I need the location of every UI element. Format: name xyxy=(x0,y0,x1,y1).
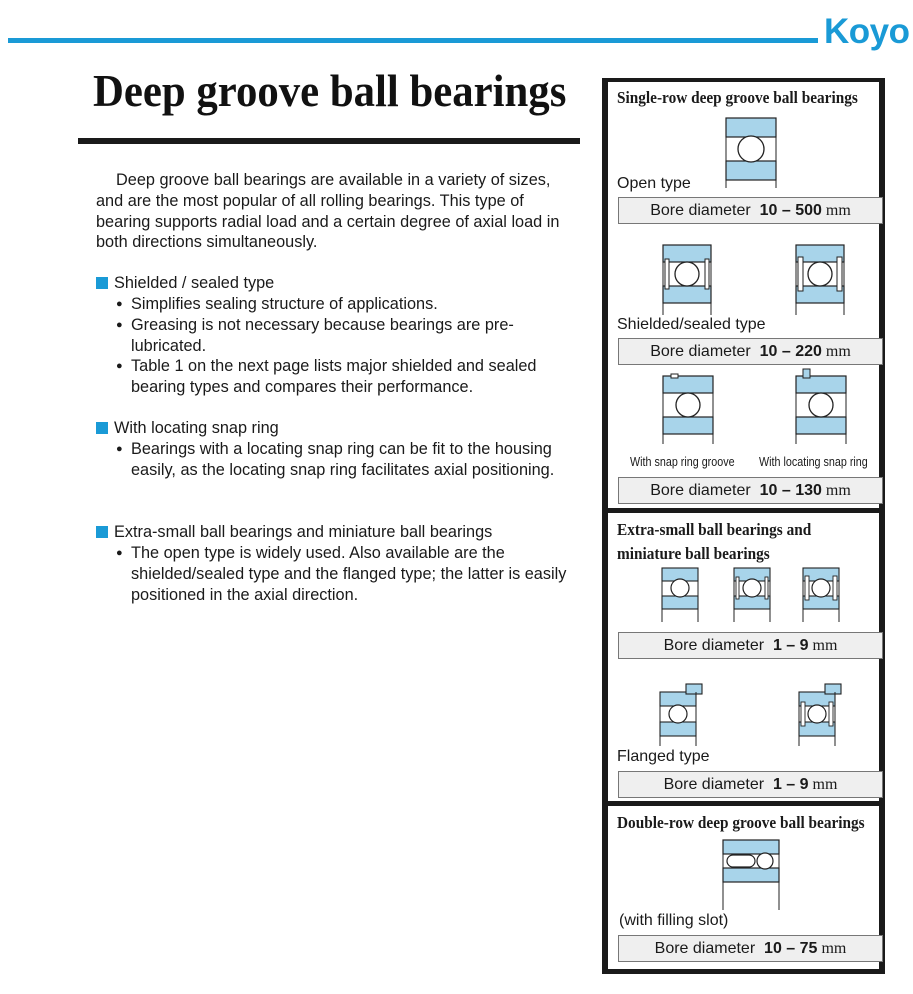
locating-snap-ring-label: With locating snap ring xyxy=(759,455,868,469)
snap-ring-groove-label: With snap ring groove xyxy=(630,455,735,469)
shielded-bearing-icon xyxy=(661,243,713,315)
flanged-open-bearing-icon xyxy=(658,682,704,746)
intro-paragraph xyxy=(96,170,566,253)
bullet-list-extra-small xyxy=(116,543,586,605)
shielded-sealed-label: Shielded/sealed type xyxy=(617,316,766,333)
open-type-bearing-icon xyxy=(724,116,778,188)
list-item: ● Greasing is not necessary because bearings are pre-lubricated. xyxy=(116,315,586,357)
bore-diameter-box: Bore diameter 1 – 9 mm xyxy=(618,771,883,798)
double-row-title: Double-row deep groove ball bearings xyxy=(617,813,865,832)
page-title: Deep groove ball bearings xyxy=(93,65,567,116)
panel-divider xyxy=(608,508,879,513)
list-item: ● Table 1 on the next page lists major shielded and sealed bearing types and compares their performance. xyxy=(116,356,586,398)
extra-small-title-line2: miniature ball bearings xyxy=(617,544,770,563)
blue-square-icon xyxy=(96,277,108,289)
bullet-list-snap-ring xyxy=(116,439,586,481)
double-row-bearing-icon xyxy=(721,838,781,910)
bore-diameter-box: Bore diameter 10 – 220 mm xyxy=(618,338,883,365)
section-heading-snap-ring: With locating snap ring xyxy=(96,418,279,439)
blue-square-icon xyxy=(96,422,108,434)
list-item: ● Bearings with a locating snap ring can be fit to the housing easily, as the locating snap ring facilitates axial positioning. xyxy=(116,439,586,481)
bore-diameter-box: Bore diameter 1 – 9 mm xyxy=(618,632,883,659)
flanged-shielded-bearing-icon xyxy=(797,682,843,746)
bore-diameter-box: Bore diameter 10 – 130 mm xyxy=(618,477,883,504)
bullet-list-shielded xyxy=(116,294,586,398)
miniature-shielded-bearing-icon xyxy=(732,566,772,622)
bore-diameter-box: Bore diameter 10 – 75 mm xyxy=(618,935,883,962)
brand-logo: Koyo xyxy=(824,12,910,51)
intro-text: Deep groove ball bearings are available in a variety of sizes, and are the most popular of all rolling bearings. This type of bearing supports radial load and a certain degree of axial load in both directions simultaneously. xyxy=(96,171,560,252)
panel-divider xyxy=(608,801,879,806)
title-underline xyxy=(78,138,580,144)
blue-square-icon xyxy=(96,526,108,538)
list-item: ● Simplifies sealing structure of applications. xyxy=(116,294,586,315)
miniature-open-bearing-icon xyxy=(660,566,700,622)
filling-slot-label: (with filling slot) xyxy=(619,912,729,929)
locating-snap-ring-bearing-icon xyxy=(794,368,848,444)
section-heading-shielded: Shielded / sealed type xyxy=(96,273,274,294)
single-row-title: Single-row deep groove ball bearings xyxy=(617,88,858,107)
list-item: ● The open type is widely used. Also available are the shielded/sealed type and the flanged type; the latter is easily positioned in the axial direction. xyxy=(116,543,586,605)
snap-ring-groove-bearing-icon xyxy=(661,372,715,444)
header-rule xyxy=(8,38,818,43)
sealed-bearing-icon xyxy=(794,243,846,315)
open-type-label: Open type xyxy=(617,175,691,192)
miniature-sealed-bearing-icon xyxy=(801,566,841,622)
bore-diameter-box: Bore diameter 10 – 500 mm xyxy=(618,197,883,224)
section-heading-extra-small: Extra-small ball bearings and miniature ball bearings xyxy=(96,522,492,543)
flanged-type-label: Flanged type xyxy=(617,748,710,765)
extra-small-title: Extra-small ball bearings and xyxy=(617,520,812,539)
